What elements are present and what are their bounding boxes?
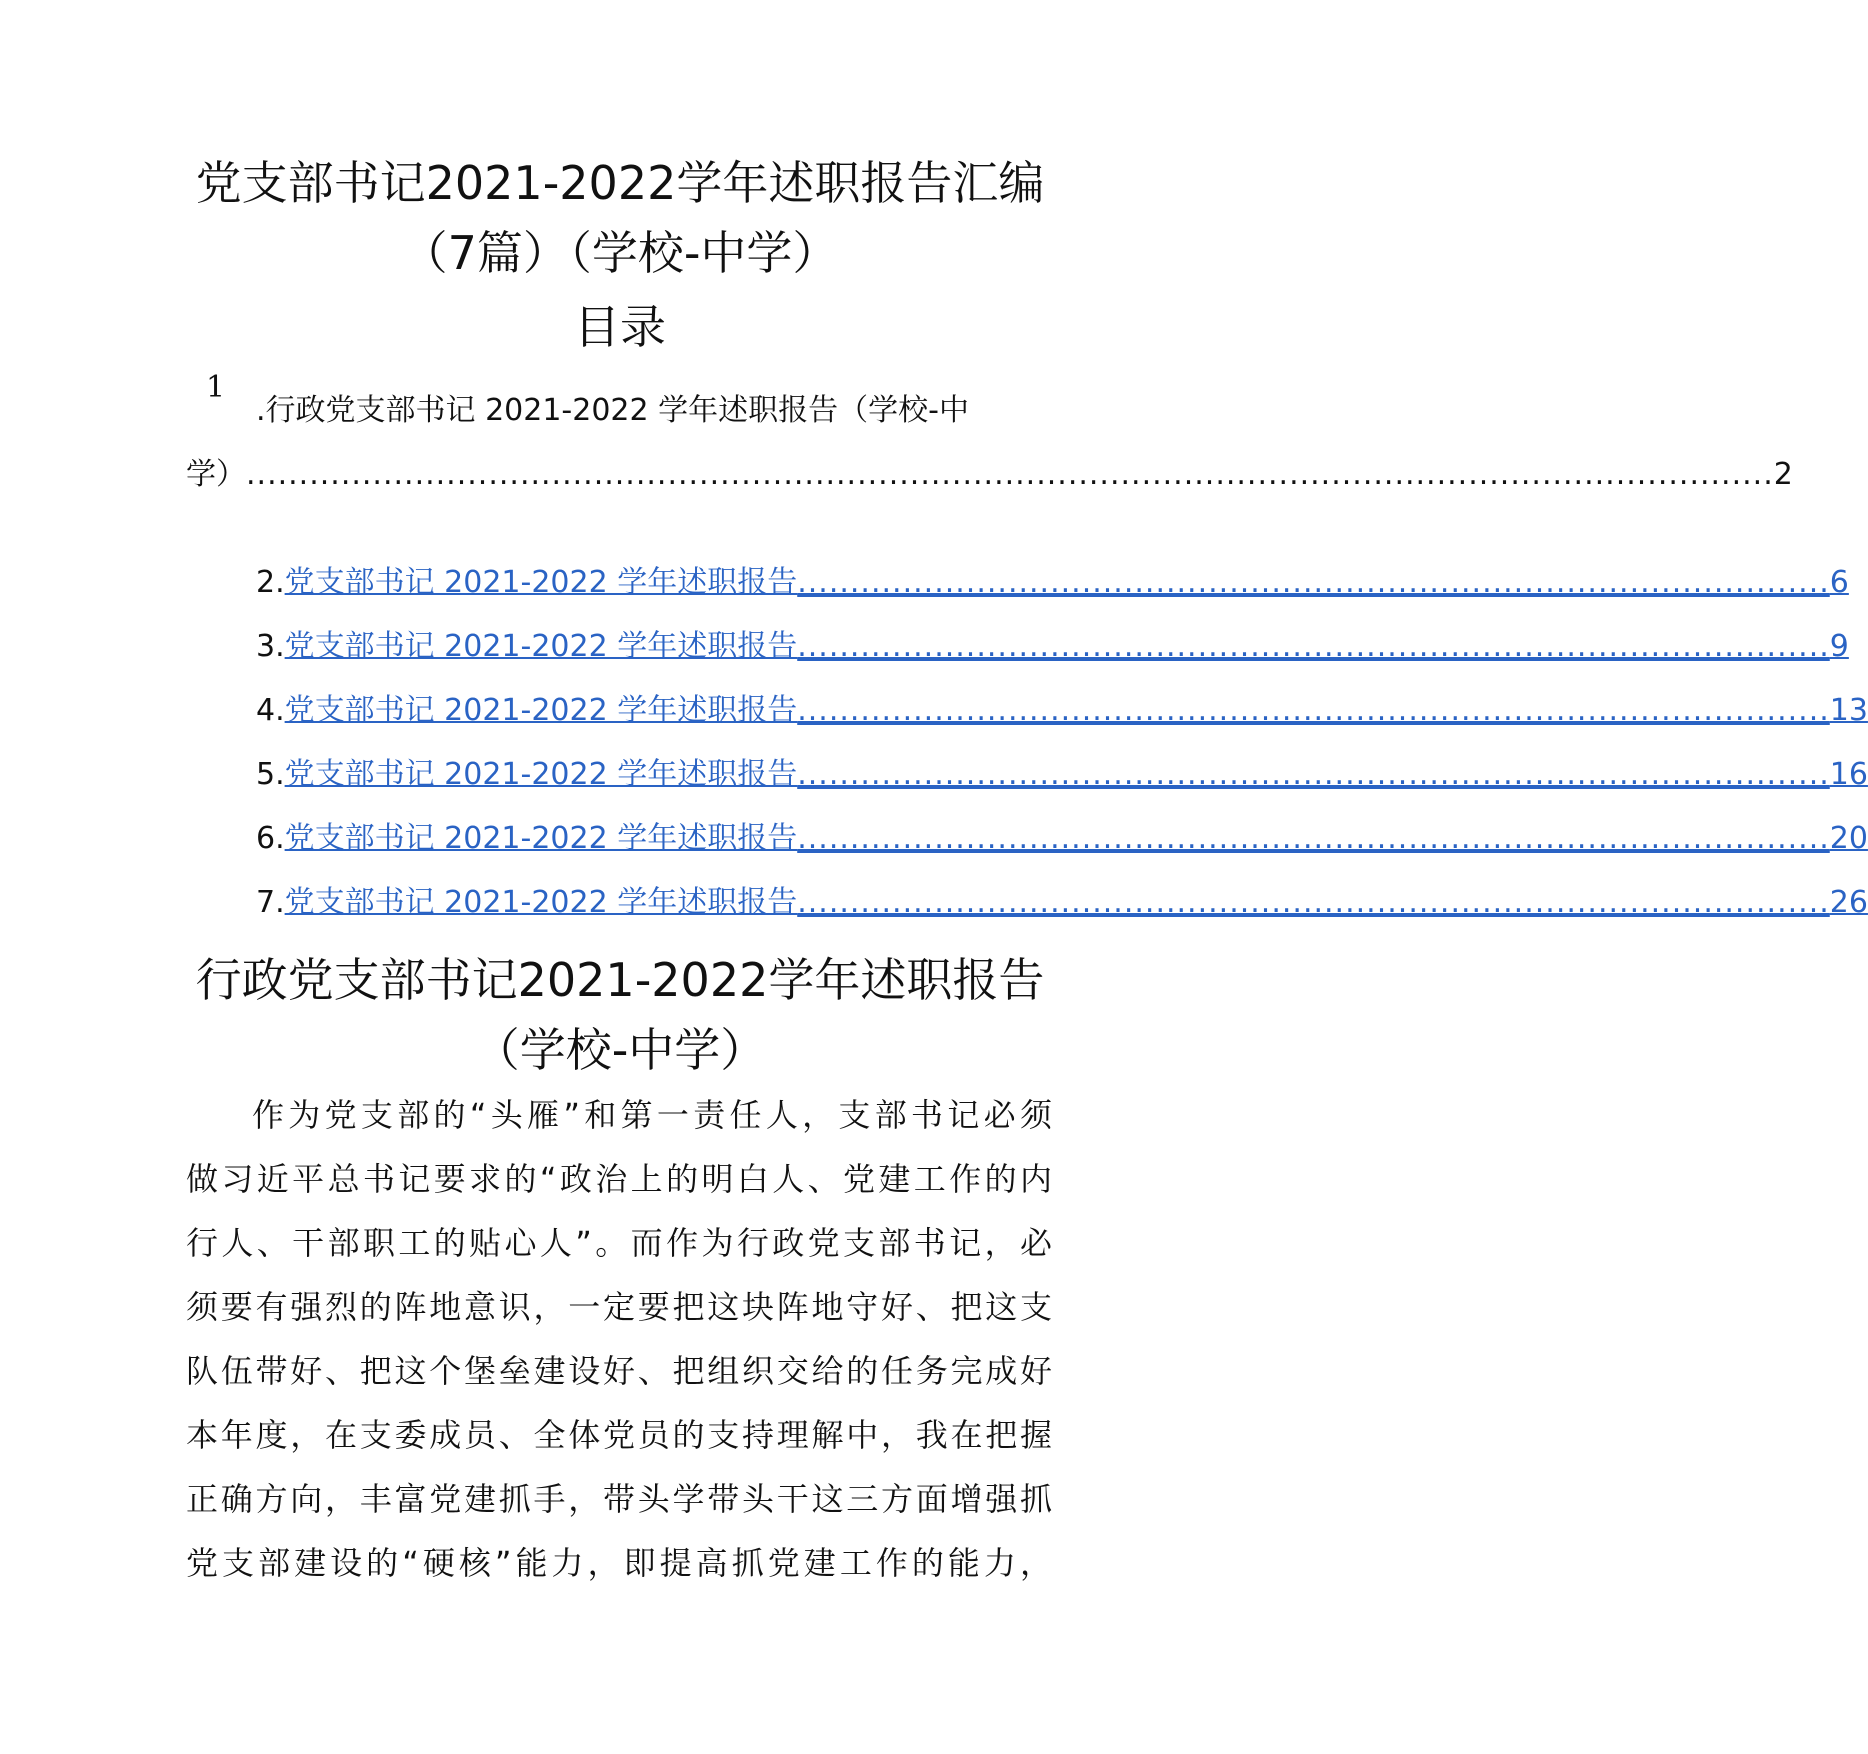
toc-link-7[interactable] [285, 871, 1868, 935]
toc-link-5[interactable] [285, 743, 1868, 807]
toc-leader-dots: ................................................................................................................................................. [246, 457, 1774, 492]
toc-link-6[interactable] [285, 807, 1868, 871]
toc-item-6-number: 6. [256, 821, 285, 856]
body-line: 行人、干部职工的贴心人”。而作为行政党支部书记，必 [186, 1224, 1052, 1262]
section-title-line-1: 行政党支部书记2021-2022学年述职报告 [195, 953, 1045, 1007]
toc-item-5 [186, 743, 1868, 807]
body-line: 须要有强烈的阵地意识，一定要把这块阵地守好、把这支 [186, 1288, 1052, 1326]
toc-item-4-label: 党支部书记 2021-2022 学年述职报告 [284, 693, 798, 728]
toc-item-1-page: 2 [1773, 457, 1793, 492]
toc-leader-dots: .................................................................................................. [797, 629, 1830, 664]
document-title [150, 148, 1090, 288]
toc-item-2-number: 2. [256, 565, 285, 600]
toc-leader-dots: .................................................................................................. [797, 565, 1830, 600]
document-title-line-1: 党支部书记2021-2022学年述职报告汇编 [195, 156, 1045, 210]
body-line: 作为党支部的“头雁”和第一责任人，支部书记必须 [252, 1096, 1052, 1134]
section-title [150, 945, 1090, 1085]
toc-item-6-page: 20 [1829, 821, 1868, 856]
toc-item-6 [186, 807, 1868, 871]
toc-link-3[interactable] [285, 615, 1849, 679]
body-line: 做习近平总书记要求的“政治上的明白人、党建工作的内 [186, 1160, 1052, 1198]
toc-item-5-label: 党支部书记 2021-2022 学年述职报告 [284, 757, 798, 792]
toc-leader-dots: .................................................................................................. [797, 757, 1830, 792]
document-title-line-2: （7篇）（学校-中学） [401, 226, 839, 280]
body-line: 党支部建设的“硬核”能力，即提高抓党建工作的能力， [186, 1544, 1052, 1582]
toc-start-number: 1 [206, 370, 226, 405]
toc-item-2-page: 6 [1829, 565, 1849, 600]
toc-item-7-number: 7. [256, 885, 285, 920]
toc-leader-dots: .................................................................................................. [797, 693, 1830, 728]
body-line: 正确方向，丰富党建抓手，带头学带头干这三方面增强抓 [186, 1480, 1052, 1518]
toc-item-7-page: 26 [1829, 885, 1868, 920]
toc-link-4[interactable] [285, 679, 1868, 743]
body-paragraph [186, 1083, 1052, 1595]
toc-item-2-label: 党支部书记 2021-2022 学年述职报告 [284, 565, 798, 600]
body-line: 本年度，在支委成员、全体党员的支持理解中，我在把握 [186, 1416, 1052, 1454]
toc-item-4 [186, 679, 1868, 743]
toc-item-1 [186, 379, 1793, 507]
toc-item-2 [186, 551, 1849, 615]
section-title-line-2: （学校-中学） [473, 1023, 767, 1077]
toc-item-5-page: 16 [1829, 757, 1868, 792]
toc-item-3-number: 3. [256, 629, 285, 664]
toc-item-5-number: 5. [256, 757, 285, 792]
body-line: 队伍带好、把这个堡垒建设好、把组织交给的任务完成好 [186, 1352, 1052, 1390]
toc-leader-dots: .................................................................................................. [797, 821, 1830, 856]
toc-link-2[interactable] [285, 551, 1849, 615]
toc-item-3-page: 9 [1829, 629, 1849, 664]
toc-item-7 [186, 871, 1868, 935]
toc-item-1-label: .行政党支部书记 2021-2022 学年述职报告（学校-中 [256, 393, 969, 428]
toc-item-6-label: 党支部书记 2021-2022 学年述职报告 [284, 821, 798, 856]
toc-item-3 [186, 615, 1849, 679]
toc-item-3-label: 党支部书记 2021-2022 学年述职报告 [284, 629, 798, 664]
toc-item-1-label-cont: 学） [186, 457, 246, 492]
toc-item-4-number: 4. [256, 693, 285, 728]
toc-leader-dots: .................................................................................................. [797, 885, 1830, 920]
toc-item-4-page: 13 [1829, 693, 1868, 728]
toc-heading: 目录 [574, 300, 666, 354]
toc-item-7-label: 党支部书记 2021-2022 学年述职报告 [284, 885, 798, 920]
